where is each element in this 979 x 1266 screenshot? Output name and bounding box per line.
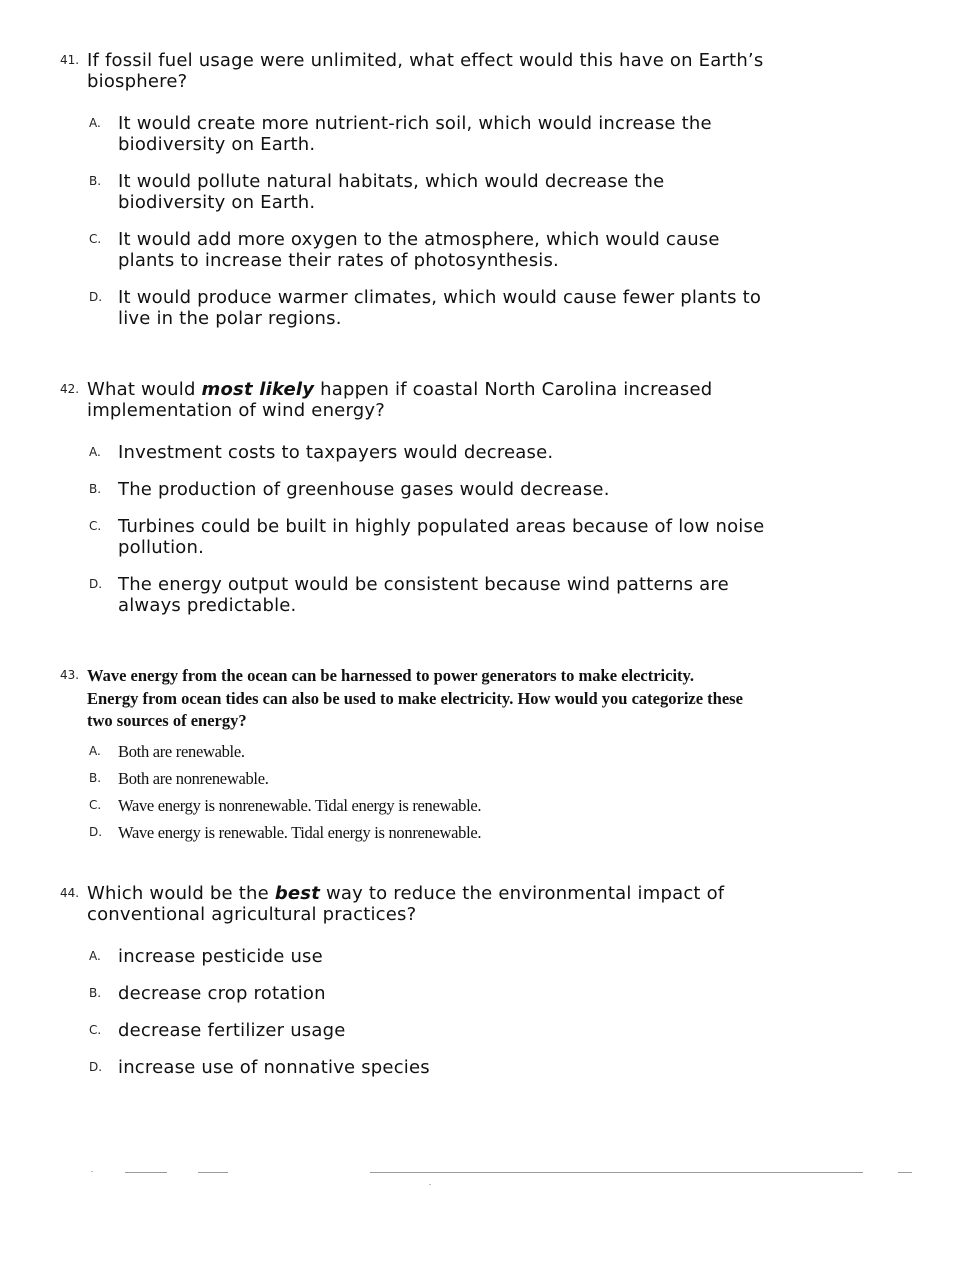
question-text-end: way to reduce the environmental impact of conventional agricultural practices? bbox=[87, 883, 725, 925]
option-letter-b: B. bbox=[89, 174, 102, 188]
footer-mark bbox=[91, 1171, 93, 1172]
option-letter-c: C. bbox=[89, 519, 102, 533]
question-emphasis: most likely bbox=[201, 379, 315, 400]
question-number: 41. bbox=[60, 53, 80, 67]
footer-rule bbox=[125, 1172, 167, 1173]
option-letter-d: D. bbox=[89, 1060, 103, 1074]
option-letter-b: B. bbox=[89, 771, 102, 785]
footer-mark bbox=[429, 1184, 431, 1185]
question-emphasis: best bbox=[274, 883, 321, 904]
option-letter-c: C. bbox=[89, 798, 102, 812]
option-a[interactable]: It would create more nutrient-rich soil, which would increase the biodiversity on Earth. bbox=[118, 113, 712, 155]
option-c[interactable]: Wave energy is nonrenewable. Tidal energy is renewable. bbox=[118, 796, 482, 815]
question-text bbox=[87, 379, 727, 421]
option-letter-c: C. bbox=[89, 1023, 102, 1037]
option-letter-a: A. bbox=[89, 949, 101, 963]
footer-rule bbox=[370, 1172, 863, 1173]
option-letter-a: A. bbox=[89, 445, 101, 459]
question-number: 44. bbox=[60, 886, 80, 900]
option-d[interactable]: The energy output would be consistent because wind patterns are always predictable. bbox=[118, 574, 729, 616]
option-letter-b: B. bbox=[89, 986, 102, 1000]
option-c[interactable]: decrease fertilizer usage bbox=[118, 1020, 346, 1041]
option-letter-d: D. bbox=[89, 290, 103, 304]
question-number: 43. bbox=[60, 668, 80, 682]
question-text-start: What would bbox=[87, 379, 202, 400]
option-d[interactable]: It would produce warmer climates, which would cause fewer plants to live in the polar regions. bbox=[118, 287, 762, 329]
option-letter-a: A. bbox=[89, 744, 101, 758]
footer-rule bbox=[198, 1172, 228, 1173]
option-a[interactable]: increase pesticide use bbox=[118, 946, 323, 967]
option-letter-d: D. bbox=[89, 577, 103, 591]
option-letter-c: C. bbox=[89, 232, 102, 246]
option-c[interactable]: Turbines could be built in highly populated areas because of low noise pollution. bbox=[118, 516, 765, 558]
question-text: If fossil fuel usage were unlimited, what effect would this have on Earth’s biosphere? bbox=[87, 50, 764, 92]
option-d[interactable]: Wave energy is renewable. Tidal energy is nonrenewable. bbox=[118, 823, 482, 842]
question-text: Wave energy from the ocean can be harnessed to power generators to make electricity. Energy from ocean tides can also be used to make electricity. How would you categorize these two sources of energy? bbox=[87, 666, 743, 730]
question-text-end: happen if coastal North Carolina increased implementation of wind energy? bbox=[87, 379, 713, 421]
option-letter-a: A. bbox=[89, 116, 101, 130]
option-c[interactable]: It would add more oxygen to the atmosphere, which would cause plants to increase their rates of photosynthesis. bbox=[118, 229, 720, 271]
option-b[interactable]: decrease crop rotation bbox=[118, 983, 326, 1004]
option-b[interactable]: Both are nonrenewable. bbox=[118, 769, 269, 788]
option-b[interactable]: It would pollute natural habitats, which would decrease the biodiversity on Earth. bbox=[118, 171, 665, 213]
question-text-start: Which would be the bbox=[87, 883, 275, 904]
option-a[interactable]: Both are renewable. bbox=[118, 742, 245, 761]
option-d[interactable]: increase use of nonnative species bbox=[118, 1057, 430, 1078]
option-b[interactable]: The production of greenhouse gases would decrease. bbox=[118, 479, 610, 500]
option-letter-b: B. bbox=[89, 482, 102, 496]
option-a[interactable]: Investment costs to taxpayers would decrease. bbox=[118, 442, 554, 463]
option-letter-d: D. bbox=[89, 825, 103, 839]
question-number: 42. bbox=[60, 382, 80, 396]
question-text bbox=[87, 883, 747, 925]
footer-rule bbox=[898, 1172, 912, 1173]
